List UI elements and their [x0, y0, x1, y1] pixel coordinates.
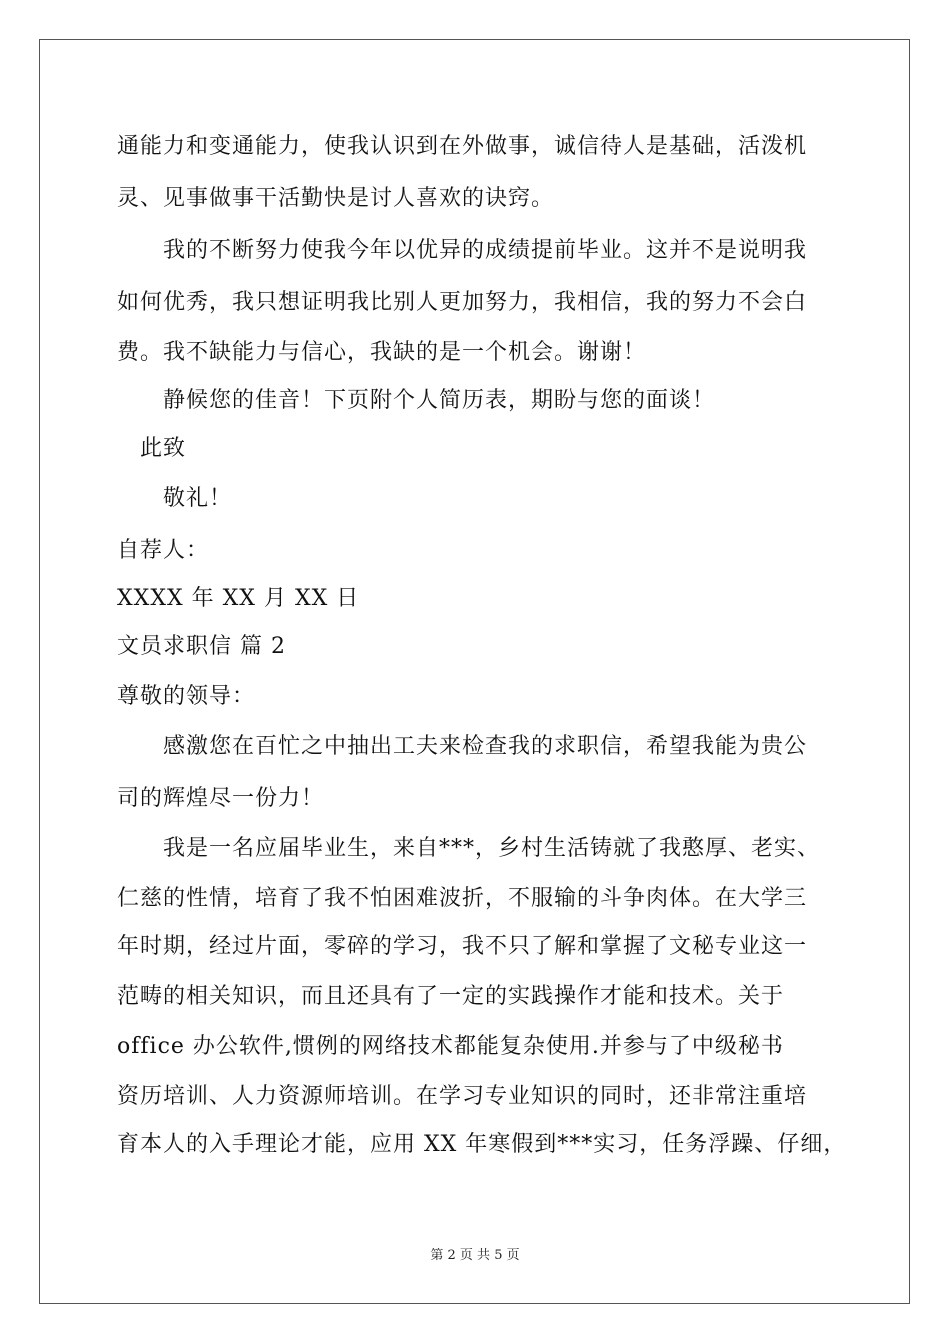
- closing-salutation: 此致: [140, 436, 187, 461]
- body-line: 育本人的入手理论才能，应用 XX 年寒假到***实习，任务浮躁、仔细，: [117, 1132, 847, 1157]
- closing-regards: 敬礼！: [163, 486, 233, 511]
- body-line: office 办公软件,惯例的网络技术都能复杂使用.并参与了中级秘书: [117, 1034, 784, 1059]
- date-line: XXXX 年 XX 月 XX 日: [117, 586, 360, 611]
- greeting: 尊敬的领导：: [117, 684, 256, 709]
- body-line: 年时期，经过片面，零碎的学习，我不只了解和掌握了文秘专业这一: [117, 934, 808, 959]
- paragraph-line: 我是一名应届毕业生，来自***，乡村生活铸就了我憨厚、老实、: [163, 836, 821, 861]
- body-line: 仁慈的性情，培育了我不怕困难波折，不服输的斗争肉体。在大学三: [117, 886, 808, 911]
- body-line: 费。我不缺能力与信心，我缺的是一个机会。谢谢！: [117, 340, 647, 365]
- body-line: 灵、见事做事干活勤快是讨人喜欢的诀窍。: [117, 186, 555, 211]
- section-title: 文员求职信 篇 2: [117, 634, 286, 659]
- paragraph-line: 感激您在百忙之中抽出工夫来检查我的求职信，希望我能为贵公: [163, 734, 808, 759]
- signature-label: 自荐人：: [117, 538, 210, 563]
- body-line: 如何优秀，我只想证明我比别人更加努力，我相信，我的努力不会白: [117, 290, 808, 315]
- body-line: 资历培训、人力资源师培训。在学习专业知识的同时，还非常注重培: [117, 1084, 808, 1109]
- paragraph-line: 我的不断努力使我今年以优异的成绩提前毕业。这并不是说明我: [163, 238, 808, 263]
- body-line: 范畴的相关知识，而且还具有了一定的实践操作才能和技术。关于: [117, 984, 785, 1009]
- paragraph-line: 静候您的佳音！下页附个人简历表，期盼与您的面谈！: [163, 388, 716, 413]
- page-number-footer: 第 2 页 共 5 页: [430, 1248, 520, 1263]
- page-frame: [39, 39, 910, 1304]
- body-line: 通能力和变通能力，使我认识到在外做事，诚信待人是基础，活泼机: [117, 134, 808, 159]
- body-line: 司的辉煌尽一份力！: [117, 786, 325, 811]
